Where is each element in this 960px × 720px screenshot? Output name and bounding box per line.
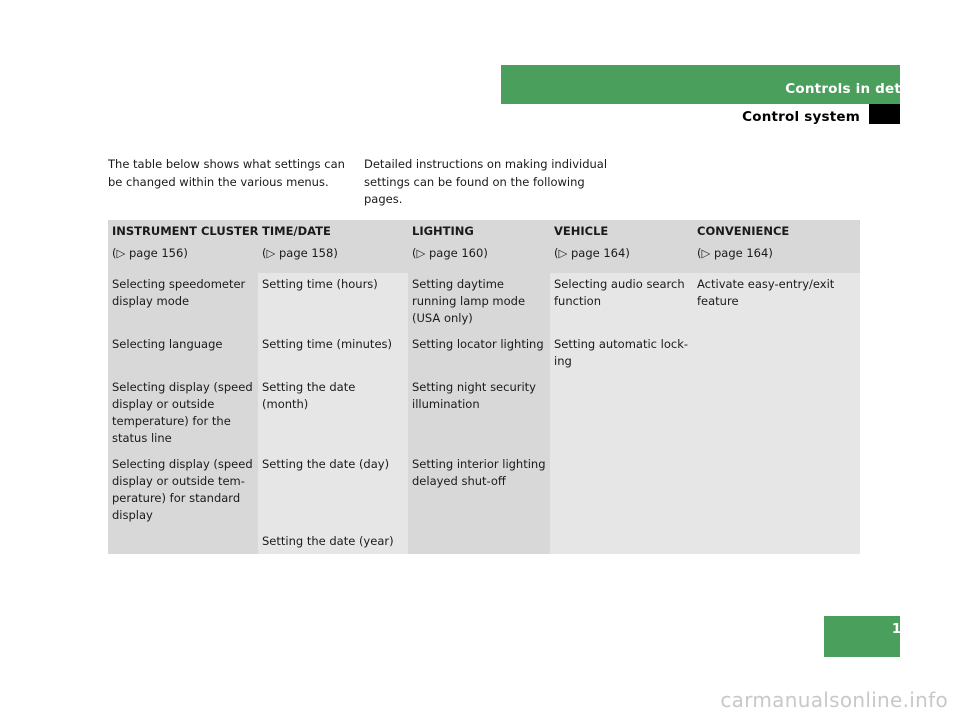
section-title: Controls in detail [785, 81, 920, 97]
column-header: VEHICLE [550, 220, 693, 241]
table-cell: Setting daytime running lamp mode (USA only) [408, 273, 550, 333]
page-reference: (▷ page 156) [108, 241, 258, 266]
table-cell: Activate easy-entry/exit feature [693, 273, 860, 333]
table-cell: Setting time (minutes) [258, 333, 408, 376]
column-header: INSTRUMENT CLUSTER [108, 220, 258, 241]
subsection-title: Control system [742, 109, 860, 125]
table-cell: Setting the date (day) [258, 453, 408, 530]
table-cell: Selecting audio search function [550, 273, 693, 333]
table-row [108, 376, 860, 453]
settings-table [108, 220, 860, 554]
page-reference: (▷ page 160) [408, 241, 550, 266]
table-cell: Setting the date (year) [258, 530, 408, 554]
table-cell [693, 530, 860, 554]
table-cell: Setting the date (month) [258, 376, 408, 453]
column-header: CONVENIENCE [693, 220, 860, 241]
page-reference: (▷ page 164) [550, 241, 693, 266]
table-cell: Setting locator lighting [408, 333, 550, 376]
page-reference: (▷ page 164) [693, 241, 860, 266]
table-cell [693, 453, 860, 530]
table-header-row [108, 220, 860, 241]
table-cell: Selecting language [108, 333, 258, 376]
column-header: TIME/DATE [258, 220, 408, 241]
table-row [108, 530, 860, 554]
table-cell [408, 530, 550, 554]
table-cell [550, 376, 693, 453]
header-divider [108, 266, 860, 273]
table-cell: Setting interior lighting delayed shut-off [408, 453, 550, 530]
table-cell: Selecting speedometer display mode [108, 273, 258, 333]
table-cell: Setting time (hours) [258, 273, 408, 333]
table-cell: Setting automatic lock-ing [550, 333, 693, 376]
subsection-marker [869, 104, 900, 124]
table-cell [693, 333, 860, 376]
intro-text-right: Detailed instructions on making individual settings can be found on the following pages. [364, 157, 608, 206]
page-reference: (▷ page 158) [258, 241, 408, 266]
table-row [108, 273, 860, 333]
table-cell [108, 530, 258, 554]
table-row [108, 453, 860, 530]
table-cell [550, 453, 693, 530]
column-header: LIGHTING [408, 220, 550, 241]
table-cell [693, 376, 860, 453]
table-cell: Selecting display (speed display or outside temperature) for the status line [108, 376, 258, 453]
table-row [108, 333, 860, 376]
intro-text-left: The table below shows what settings can be changed within the various menus. [108, 157, 345, 189]
table-cell: Setting night security illumination [408, 376, 550, 453]
table-cell: Selecting display (speed display or outside tem-perature) for standard display [108, 453, 258, 530]
page-number-box [824, 616, 900, 657]
table-cell [550, 530, 693, 554]
watermark: carmanualsonline.info [720, 688, 948, 712]
table-page-ref-row [108, 241, 860, 266]
page-number: 155 [891, 621, 920, 637]
